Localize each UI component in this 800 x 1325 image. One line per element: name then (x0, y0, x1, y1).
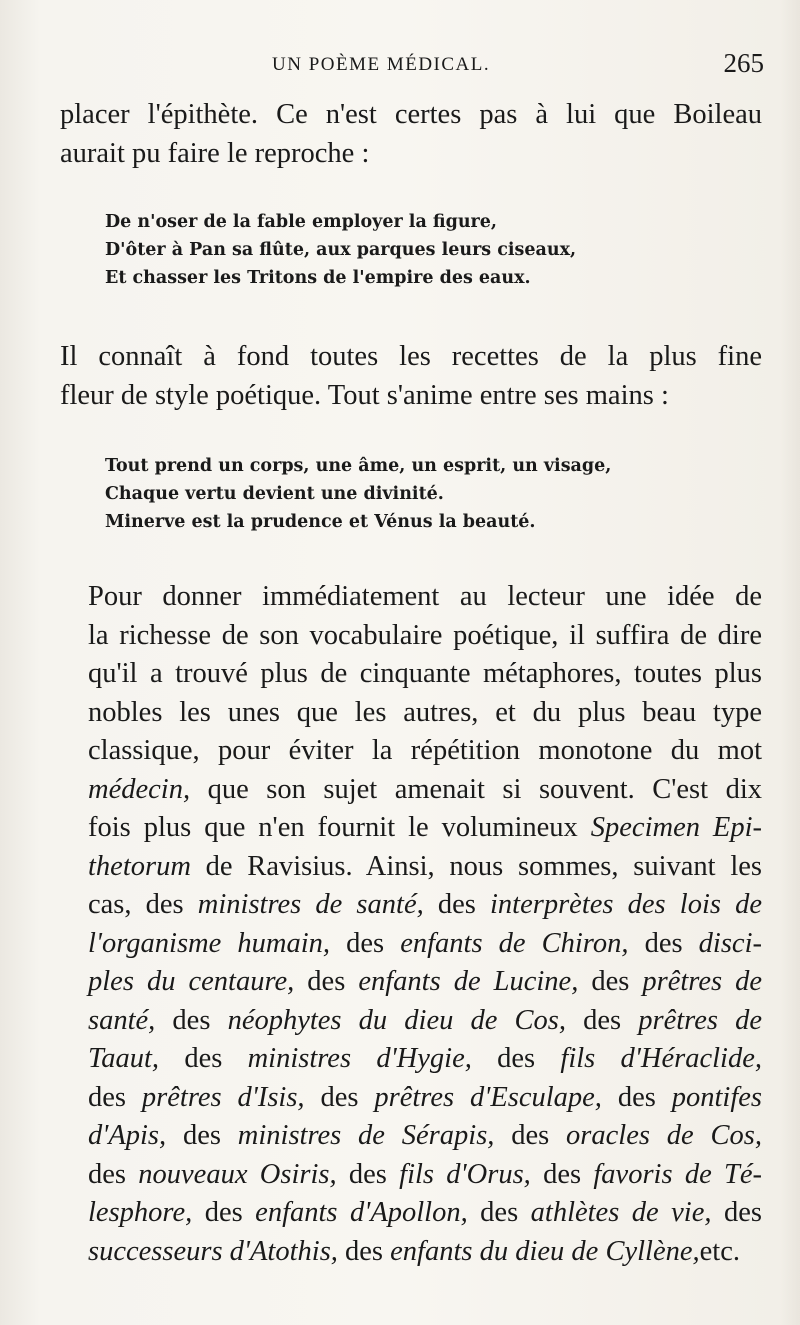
italic-term: enfants de Lucine, (358, 966, 579, 997)
text-run: des (88, 1081, 142, 1113)
italic-term: prêtres de (638, 1004, 762, 1036)
text-line (60, 925, 762, 964)
running-title: UN POÈME MÉDICAL. (272, 54, 491, 75)
text-run: etc. (699, 1235, 740, 1267)
italic-term: ministres d'Hygie, (247, 1043, 472, 1074)
paragraph-2 (60, 338, 762, 415)
text-run: des (88, 1158, 139, 1190)
text-run: des (423, 889, 491, 920)
verse-line: Tout prend un corps, une âme, un esprit, un visage, (105, 456, 612, 476)
text-line: aurait pu faire le reproche : (60, 137, 370, 169)
italic-term: successeurs d'Atothis, (88, 1235, 338, 1267)
text-line (60, 1040, 762, 1079)
italic-term: néophytes du dieu de Cos, (227, 1004, 566, 1036)
text-run: des (467, 1197, 531, 1228)
paragraph-1 (60, 96, 762, 173)
text-run: des (566, 1004, 639, 1036)
text-line: fleur de style poétique. Tout s'anime entre ses mains : (60, 379, 669, 411)
text-line: la richesse de son vocabulaire poétique, il suffira de dire (88, 619, 762, 651)
text-run: des (330, 927, 401, 959)
text-run: des (494, 1120, 567, 1151)
verse-line: D'ôter à Pan sa flûte, aux parques leurs ciseaux, (105, 240, 577, 260)
italic-term: d'Apis, (88, 1120, 167, 1151)
italic-term: interprètes des lois de (490, 889, 762, 920)
italic-term: prêtres d'Esculape, (374, 1081, 602, 1113)
italic-term: enfants du dieu de Cyllène, (390, 1235, 700, 1267)
italic-term: santé, (88, 1004, 156, 1036)
text-line (60, 886, 762, 925)
text-run: des (337, 1235, 391, 1267)
text-run: des (628, 927, 699, 959)
verse-line: Et chasser les Tritons de l'empire des eaux. (105, 268, 531, 288)
text-line (60, 1117, 762, 1156)
text-run: des (601, 1081, 672, 1113)
page-number: 265 (723, 48, 764, 78)
italic-term: athlètes de vie, (530, 1197, 712, 1228)
text-run: des (159, 1043, 248, 1074)
verse-quote-2 (105, 452, 760, 536)
italic-term: ples du centaure, (88, 966, 295, 997)
text-run: des (711, 1197, 762, 1228)
text-line (60, 848, 762, 887)
text-run: des (304, 1081, 375, 1113)
verse-line: Chaque vertu devient une divinité. (105, 484, 444, 504)
text-run: que son sujet amenait si souvent. C'est dix (190, 773, 762, 805)
text-line (60, 1079, 762, 1118)
italic-term: lesphore, (88, 1197, 193, 1228)
italic-term: l'organisme humain, (88, 927, 331, 959)
italic-term: médecin, (88, 773, 191, 805)
text-run: cas, des (88, 889, 198, 920)
text-line: qu'il a trouvé plus de cinquante métaphores, toutes plus (88, 658, 762, 689)
verse-line: Minerve est la prudence et Vénus la beauté. (105, 512, 536, 532)
text-line: placer l'épithète. Ce n'est certes pas à lui que Boileau (60, 99, 762, 130)
text-line (60, 809, 762, 848)
italic-term: favoris de Té- (593, 1158, 763, 1190)
page-header (92, 48, 764, 84)
text-run: des (192, 1197, 256, 1228)
italic-term: pontifes (671, 1081, 762, 1113)
italic-term: thetorum (88, 850, 191, 882)
italic-term: prêtres de (642, 966, 763, 997)
text-run: fois plus que n'en fournit le volumineux (88, 812, 591, 843)
italic-term: fils d'Héraclide, (560, 1043, 762, 1074)
text-run: des (530, 1158, 594, 1190)
text-run: des (578, 966, 643, 997)
italic-term: prêtres d'Isis, (141, 1081, 305, 1113)
text-line (60, 1002, 762, 1041)
text-line (60, 1194, 762, 1233)
text-line (60, 963, 762, 1002)
paragraph-3 (60, 578, 762, 1271)
text-line: Il connaît à fond toutes les recettes de la plus fine (60, 341, 762, 372)
italic-term: Taaut, (88, 1043, 160, 1074)
italic-term: Specimen Epi- (590, 812, 762, 843)
text-run: des (294, 966, 359, 997)
verse-quote-1 (105, 208, 760, 292)
text-line: classique, pour éviter la répétition monotone du mot (88, 735, 762, 766)
italic-term: nouveaux Osiris, (138, 1158, 337, 1190)
text-line (60, 1233, 762, 1272)
text-line: nobles les unes que les autres, et du plus beau type (88, 696, 762, 728)
italic-term: enfants d'Apollon, (255, 1197, 468, 1228)
text-run: des (471, 1043, 561, 1074)
text-run: des (166, 1120, 238, 1151)
italic-term: ministres de Sérapis, (237, 1120, 495, 1151)
italic-term: fils d'Orus, (399, 1158, 531, 1190)
text-run: des (336, 1158, 400, 1190)
text-run: des (155, 1004, 228, 1036)
italic-term: ministres de santé, (197, 889, 424, 920)
text-line: Pour donner immédiatement au lecteur une idée de (88, 581, 762, 612)
italic-term: enfants de Chiron, (400, 927, 629, 959)
text-line (60, 771, 762, 810)
text-line (60, 1156, 762, 1195)
italic-term: disci- (698, 927, 762, 959)
italic-term: oracles de Cos, (566, 1120, 762, 1151)
verse-line: De n'oser de la fable employer la figure, (105, 212, 498, 232)
text-run: de Ravisius. Ainsi, nous sommes, suivant les (190, 850, 762, 882)
